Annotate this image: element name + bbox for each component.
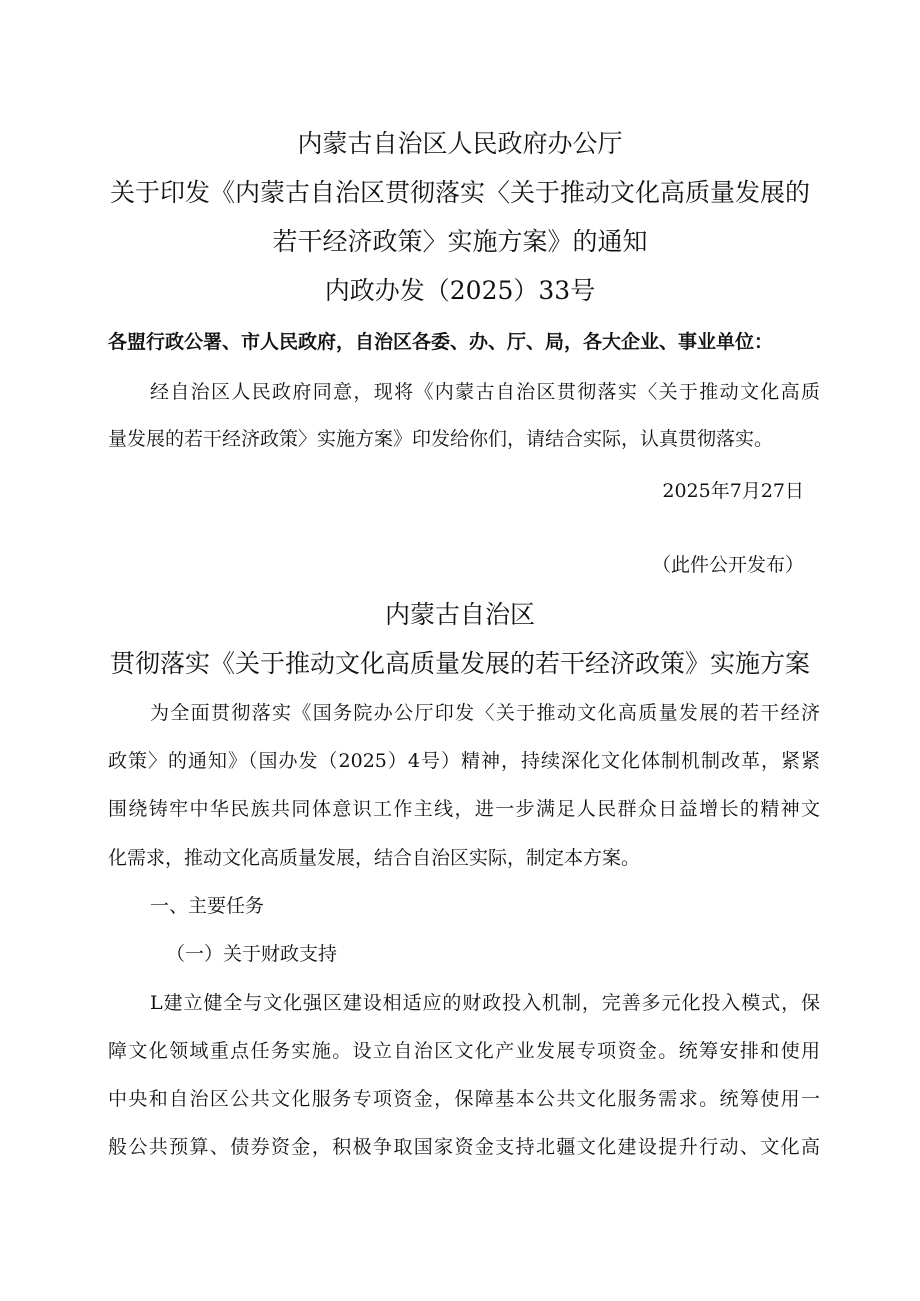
section-1-heading: 一、主要任务 (150, 895, 265, 917)
notice-doc-number: 内政办发（2025）33号 (324, 276, 596, 305)
item-1-line-2: 障文化领域重点任务实施。设立自治区文化产业发展专项资金。统筹安排和使用 (108, 1040, 820, 1062)
subsection-1-heading: （一）关于财政支持 (166, 943, 338, 965)
plan-title-line-1: 内蒙古自治区 (384, 600, 535, 629)
plan-intro-line-1: 为全面贯彻落实《国务院办公厅印发〈关于推动文化高质量发展的若干经济 (150, 702, 820, 724)
plan-intro-line-3: 围绕铸牢中华民族共同体意识工作主线，进一步满足人民群众日益增长的精神文 (108, 798, 820, 820)
plan-title-line-2: 贯彻落实《关于推动文化高质量发展的若干经济政策》实施方案 (109, 649, 810, 678)
notice-body-line-1: 经自治区人民政府同意，现将《内蒙古自治区贯彻落实〈关于推动文化高质 (150, 381, 820, 403)
plan-intro-line-4: 化需求，推动文化高质量发展，结合自治区实际，制定本方案。 (108, 847, 641, 869)
notice-addressees: 各盟行政公署、市人民政府，自治区各委、办、厅、局，各大企业、事业单位： (108, 331, 774, 353)
item-1-line-3: 中央和自治区公共文化服务专项资金，保障基本公共文化服务需求。统筹使用一 (108, 1088, 820, 1110)
notice-issuer: 内蒙古自治区人民政府办公厅 (297, 129, 623, 158)
publication-note: （此件公开发布） (651, 554, 804, 576)
item-1-line-1: L建立健全与文化强区建设相适应的财政投入机制，完善多元化投入模式，保 (150, 992, 820, 1014)
notice-body-line-2: 量发展的若干经济政策〉实施方案》印发给你们，请结合实际，认真贯彻落实。 (108, 428, 774, 450)
plan-intro-line-2: 政策〉的通知》（国办发（2025）4号）精神，持续深化文化体制机制改革，紧紧 (108, 750, 820, 772)
notice-title-line-1: 关于印发《内蒙古自治区贯彻落实〈关于推动文化高质量发展的 (109, 178, 810, 207)
notice-title-line-2: 若干经济政策〉实施方案》的通知 (272, 227, 648, 256)
item-1-line-4: 般公共预算、债券资金，积极争取国家资金支持北疆文化建设提升行动、文化高 (108, 1136, 820, 1158)
notice-date: 2025年7月27日 (662, 480, 804, 502)
